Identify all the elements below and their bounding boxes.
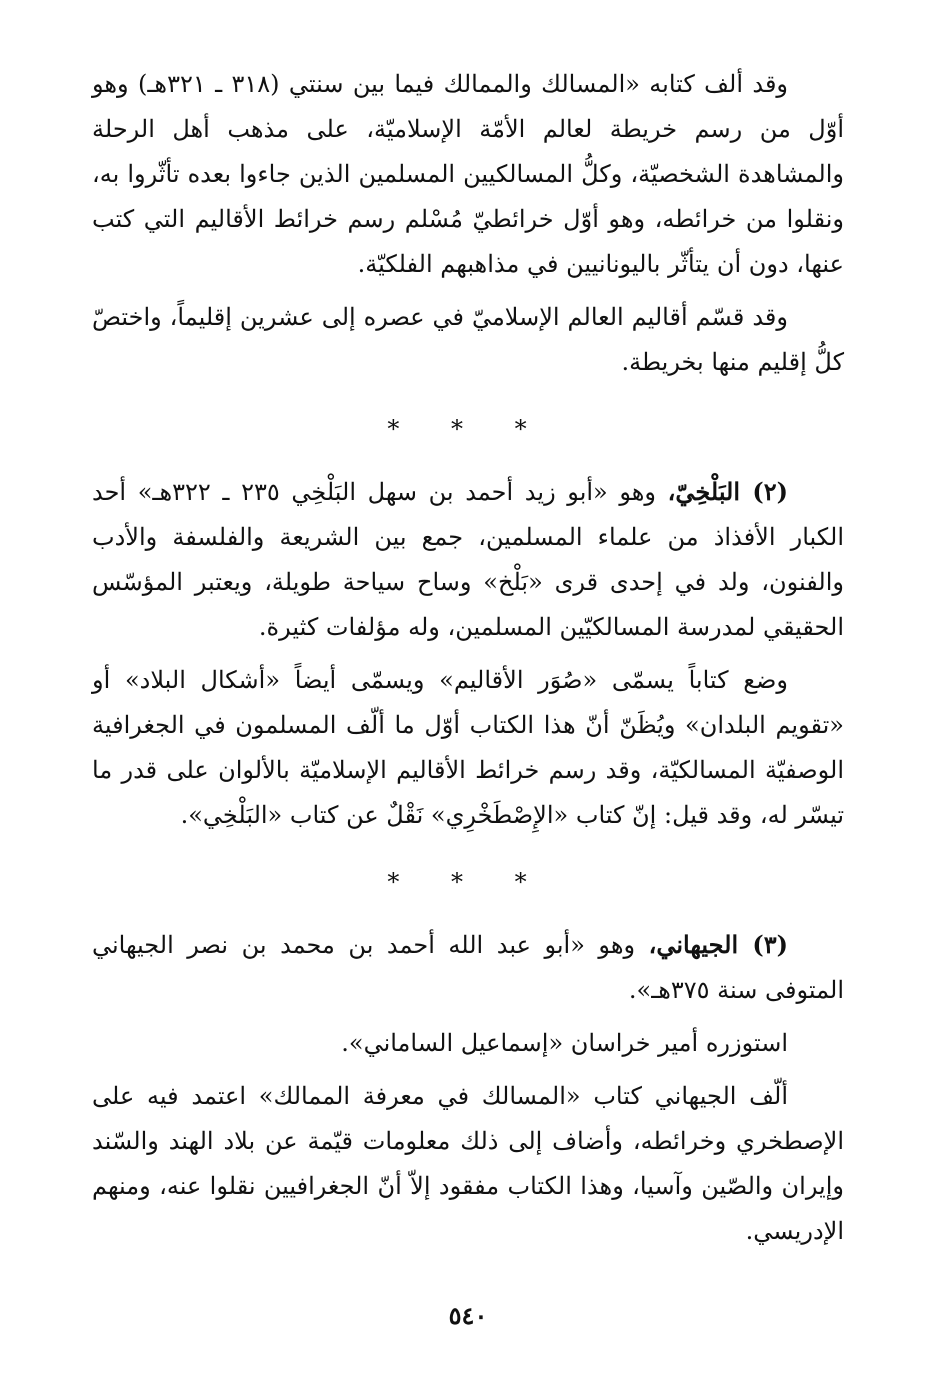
paragraph-jayhani-book: ألّف الجيهاني كتاب «المسالك في معرفة الممالك» اعتمد فيه على الإصطخري وخرائطه، وأضاف إلى ذلك معلومات قيّمة عن بلاد الهند والسّند وإيران والصّين وآسيا، وهذا الكتاب مفقود إلاّ أنّ الجغرافيين نقلوا عنه، ومنهم الإدريسي.: [92, 1082, 844, 1245]
entry-heading-jayhani: (٣) الجيهاني،: [648, 930, 788, 959]
section-separator-2: * * *: [387, 868, 549, 896]
paragraph-balkhi-intro-text: وهو «أبو زيد أحمد بن سهل البَلْخِي ٢٣٥ ـ ٣٢٢هـ» أحد الكبار الأفذاذ من علماء المسلمين، جمع بين الشريعة والفلسفة والأدب والفنون، ولد في إحدى قرى «بَلْخ» وساح سياحة طويلة، ويعتبر المؤسّس الحقيقي لمدرسة المسالكيّين المسلمين، وله مؤلفات كثيرة.: [92, 478, 844, 641]
paragraph-jayhani-vizier: استوزره أمير خراسان «إسماعيل الساماني».: [341, 1029, 788, 1057]
entry-heading-balkhi: (٢) البَلْخِيّ،: [667, 477, 788, 506]
page-number: ٥٤٠: [448, 1301, 488, 1330]
section-separator: * * *: [387, 415, 549, 443]
paragraph-jayhani-intro-text: وهو «أبو عبد الله أحمد بن محمد بن نصر الجيهاني المتوفى سنة ٣٧٥هـ».: [92, 931, 844, 1004]
paragraph-balkhi-intro: [92, 469, 844, 650]
paragraph-balkhi-book: وضع كتاباً يسمّى «صُوَر الأقاليم» ويسمّى أيضاً «أشكال البلاد» أو «تقويم البلدان» ويُظَنّ أنّ هذا الكتاب أوّل ما ألّف المسلمون في الجغرافية الوصفيّة المسالكيّة، وقد رسم خرائط الأقاليم الإسلاميّة بالألوان على قدر ما تيسّر له، وقد قيل: إنّ كتاب «الإِصْطَخْرِي» نَقْلٌ عن كتاب «البَلْخِي».: [92, 666, 844, 829]
paragraph-istakhri-book: وقد ألف كتابه «المسالك والممالك فيما بين سنتي (٣١٨ ـ ٣٢١هـ) وهو أوّل من رسم خريطة لعالم الأمّة الإسلاميّة، على مذهب أهل الرحلة والمشاهدة الشخصيّة، وكلُّ المسالكيين المسلمين الذين جاءوا بعده تأثّروا به، ونقلوا من خرائطه، وهو أوّل خرائطيّ مُسْلم رسم خرائط الأقاليم التي كتب عنها، دون أن يتأثّر باليونانيين في مذاهبهم الفلكيّة.: [92, 70, 844, 278]
paragraph-jayhani-intro: [92, 922, 844, 1013]
paragraph-istakhri-regions: وقد قسّم أقاليم العالم الإسلاميّ في عصره إلى عشرين إقليماً، واختصّ كلُّ إقليم منها بخريطة.: [92, 303, 844, 376]
